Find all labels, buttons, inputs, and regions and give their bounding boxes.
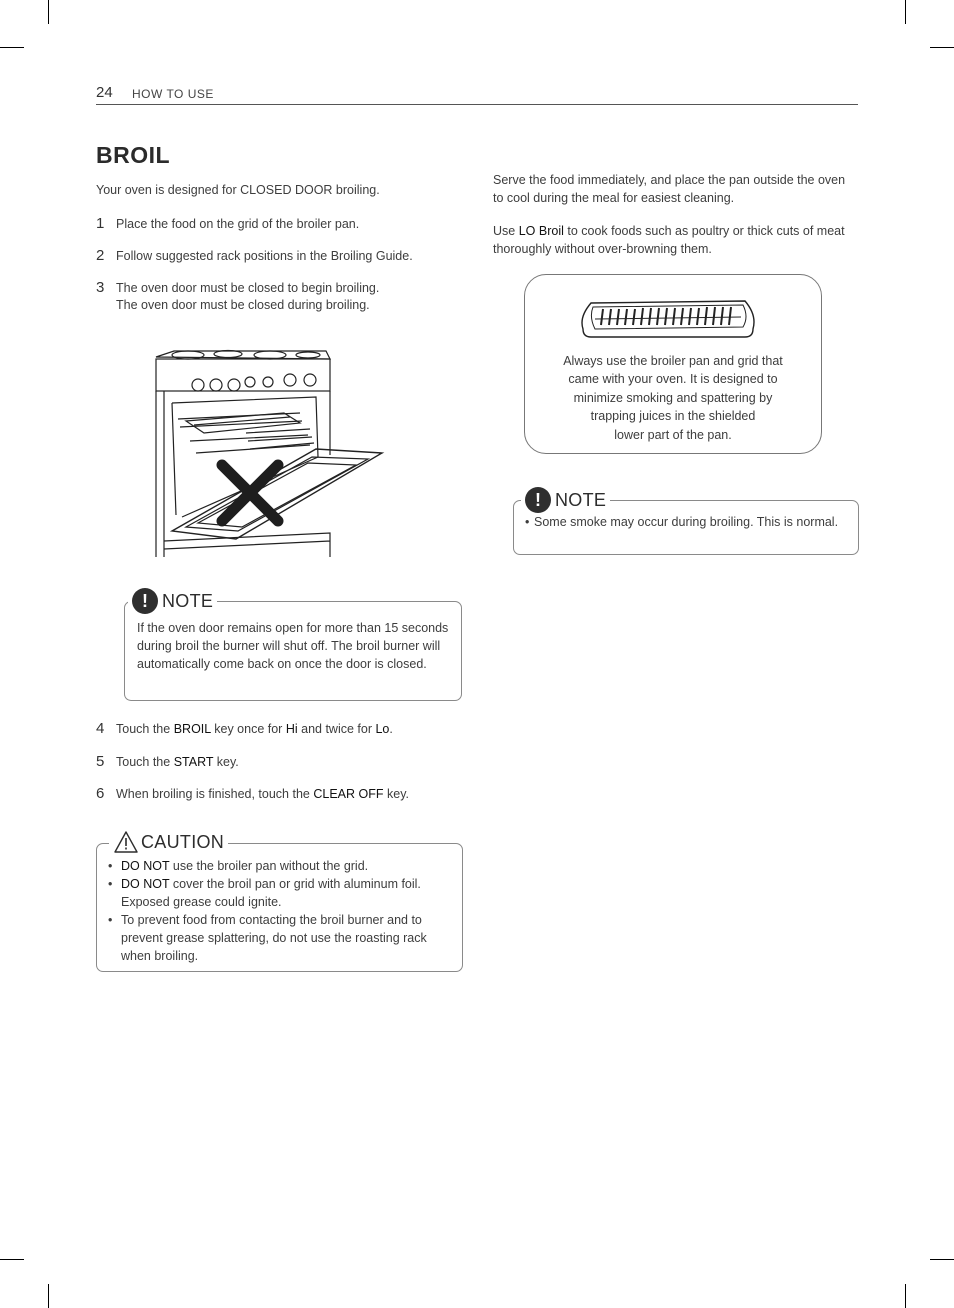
mode-name: Lo: [375, 722, 390, 736]
list-item: [108, 911, 450, 965]
item-text: use the broiler pan without the grid.: [172, 859, 369, 873]
step-text-line: The oven door must be closed to begin broiling.: [116, 281, 380, 295]
text-fragment: key once for: [214, 722, 283, 736]
text-fragment: Use: [493, 224, 516, 238]
caption-line: Always use the broiler pan and grid that: [563, 354, 783, 368]
broiler-pan-caption: [539, 352, 807, 444]
text-fragment: When broiling is finished, touch the: [116, 787, 310, 801]
text-fragment: and twice for: [301, 722, 372, 736]
page-header: [96, 84, 858, 105]
caption-line: lower part of the pan.: [614, 427, 732, 442]
text-fragment: .: [389, 722, 393, 736]
text-fragment: key.: [387, 787, 409, 801]
crop-mark: [0, 47, 24, 48]
key-name: LO Broil: [518, 224, 564, 238]
caption-line: minimize smoking and spattering by: [573, 390, 773, 405]
mode-name: Hi: [285, 722, 298, 736]
caption-line: trapping juices in the shielded: [590, 409, 756, 424]
note-box: [124, 590, 462, 701]
step-text: [116, 721, 476, 738]
lo-broil-paragraph: [493, 222, 853, 258]
section-label: HOW TO USE: [132, 87, 214, 101]
text-fragment: to cook foods such as poultry or thick cuts of meat thoroughly without over-browning them.: [493, 224, 845, 256]
exclamation-icon: !: [132, 588, 158, 614]
step-number: 3: [96, 279, 105, 296]
text-fragment: Touch the: [116, 755, 171, 769]
text-fragment: key.: [216, 755, 239, 769]
crop-mark: [0, 1259, 24, 1260]
note-text: If the oven door remains open for more than 15 seconds during broil the burner will shut off. The broil burner will automatically come back on once the door is closed.: [137, 621, 449, 671]
crop-mark: [48, 1284, 49, 1308]
warning-triangle-icon: [113, 830, 139, 854]
crop-mark: [905, 1284, 906, 1308]
item-text: cover the broil pan or grid with aluminum foil. Exposed grease could ignite.: [121, 877, 421, 909]
crop-mark: [905, 0, 906, 24]
note-label: NOTE: [555, 489, 607, 510]
caution-label: CAUTION: [141, 831, 225, 852]
step-number: 1: [96, 215, 105, 232]
step-text: [116, 786, 476, 803]
key-name: BROIL: [173, 722, 211, 736]
crop-mark: [48, 0, 49, 24]
key-name: CLEAR OFF: [313, 787, 384, 801]
page-number: 24: [96, 84, 113, 101]
serving-paragraph: Serve the food immediately, and place the pan outside the oven to cool during the meal for easiest cleaning.: [493, 173, 846, 205]
intro-text: Your oven is designed for CLOSED DOOR broiling.: [96, 183, 380, 197]
caption-line: came with your oven. It is designed to: [568, 372, 778, 387]
step-text: Place the food on the grid of the broiler pan.: [116, 217, 360, 231]
step-number: 4: [96, 720, 105, 737]
emphasis: DO NOT: [121, 877, 170, 891]
list-item: • Some smoke may occur during broiling. This is normal.: [525, 514, 851, 531]
oven-open-door-illustration: [150, 345, 390, 563]
list-item: [108, 875, 450, 911]
caution-list: [108, 857, 450, 965]
crop-mark: [930, 47, 954, 48]
step-text: [116, 754, 476, 771]
caution-header: [109, 830, 228, 854]
caution-box: [96, 831, 463, 972]
step-number: 2: [96, 247, 105, 264]
page-title: BROIL: [96, 142, 171, 168]
prohibited-x-icon: [222, 465, 278, 521]
key-name: START: [173, 755, 214, 769]
broiler-pan-illustration: [577, 295, 759, 343]
note-list: [525, 514, 851, 531]
emphasis: DO NOT: [121, 859, 170, 873]
step-number: 5: [96, 753, 105, 770]
list-item: [108, 857, 450, 875]
crop-mark: [930, 1259, 954, 1260]
note-box-2: [513, 489, 859, 555]
step-text: Follow suggested rack positions in the Broiling Guide.: [116, 249, 413, 263]
note-header: [521, 487, 610, 513]
text-fragment: Touch the: [116, 722, 171, 736]
item-text: To prevent food from contacting the broil burner and to prevent grease splattering, do not use the roasting rack when broiling.: [121, 913, 427, 963]
note-header: [128, 588, 217, 614]
step-number: 6: [96, 785, 105, 802]
step-text-line: The oven door must be closed during broiling.: [116, 298, 370, 312]
broiler-pan-card: [524, 274, 822, 454]
note-label: NOTE: [162, 590, 214, 611]
step-text: [116, 280, 476, 314]
exclamation-icon: !: [525, 487, 551, 513]
